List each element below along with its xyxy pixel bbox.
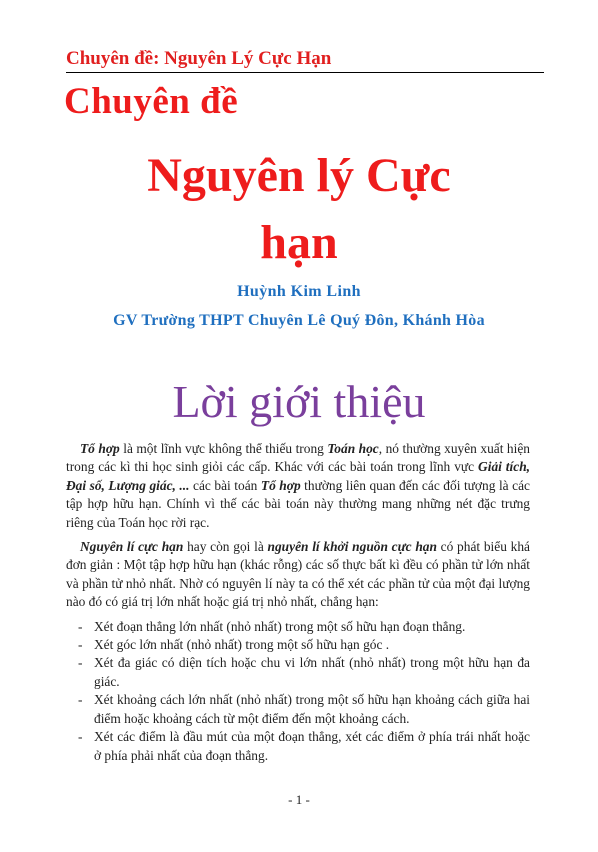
keyword: Tổ hợp	[260, 477, 301, 493]
keyword: Tổ hợp	[80, 441, 120, 456]
list-bullet: -	[78, 637, 83, 653]
header-title: Chuyên đề: Nguyên Lý Cực Hạn	[66, 48, 332, 69]
page-number: - 1 -	[288, 792, 310, 807]
document-body	[66, 440, 530, 765]
title-line-1: Chuyên đề	[64, 81, 239, 122]
paragraph-text: , nó thường xuyên xuất hiện trong các kì thi học sinh giỏi các cấp. Khác với các bài toán trong lĩnh vực	[66, 441, 530, 475]
paragraph-text: hay còn gọi là	[183, 539, 268, 555]
paragraph-text: thường liên quan đến các đối tượng là các tập hợp hữu hạn. Chính vì thế các bài toán này thường mang những nét đặc trưng riêng của Toán học rời rạc.	[66, 477, 530, 530]
paragraph-text: có phát biểu khá đơn giản : Một tập hợp hữu hạn (khác rỗng) các số thực bất kì đều có phần tử lớn nhất và phần tử nhỏ nhất. Nhờ có nguyên lí này ta có thể xét các phần tử của một đại lượng nào đó có giá trị lớn nhất hoặc giá trị nhỏ nhất, chẳng hạn:	[66, 539, 530, 610]
list-item-text: Xét đoạn thẳng lớn nhất (nhỏ nhất) trong một số hữu hạn đoạn thẳng.	[94, 618, 466, 634]
list-bullet: -	[78, 618, 83, 634]
list-item	[66, 691, 530, 728]
keyword: Toán học	[327, 441, 379, 456]
list-bullet: -	[78, 729, 83, 745]
list-item-text: Xét góc lớn nhất (nhỏ nhất) trong một số hữu hạn góc .	[94, 637, 390, 653]
paragraph-principle	[66, 538, 530, 612]
list-item	[66, 728, 530, 765]
list-item	[66, 636, 530, 654]
keyword: nguyên lí khởi nguồn cực hạn	[267, 539, 437, 555]
paragraph-text: là một lĩnh vực không thể thiếu trong	[119, 441, 328, 456]
keyword: Giải tích, Đại số, Lượng giác, ...	[66, 459, 530, 493]
paragraph-text: các bài toán	[189, 477, 261, 493]
keyword: Nguyên lí cực hạn	[80, 539, 184, 555]
list-item	[66, 618, 530, 636]
list-item	[66, 654, 530, 691]
author-affiliation: GV Trường THPT Chuyên Lê Quý Đôn, Khánh Hòa	[113, 312, 485, 329]
list-bullet: -	[78, 655, 83, 671]
section-title: Lời giới thiệu	[172, 376, 426, 427]
title-line-2: Nguyên lý Cực	[147, 149, 451, 202]
list-item-text: Xét đa giác có diện tích hoặc chu vi lớn nhất (nhỏ nhất) trong một hữu hạn đa giác.	[94, 655, 530, 689]
examples-list	[66, 618, 530, 765]
paragraph-intro	[66, 440, 530, 532]
page-header	[66, 48, 544, 73]
title-line-3: hạn	[260, 216, 338, 269]
list-bullet: -	[78, 692, 83, 708]
list-item-text: Xét khoảng cách lớn nhất (nhỏ nhất) trong một số hữu hạn khoảng cách giữa hai điểm hoặc khoảng cách từ một điểm đến một khoảng cách.	[94, 692, 530, 726]
list-item-text: Xét các điểm là đầu mút của một đoạn thẳng, xét các điểm ở phía trái nhất hoặc ở phía phải nhất của đoạn thẳng.	[94, 729, 530, 763]
author-name: Huỳnh Kim Linh	[237, 283, 361, 300]
